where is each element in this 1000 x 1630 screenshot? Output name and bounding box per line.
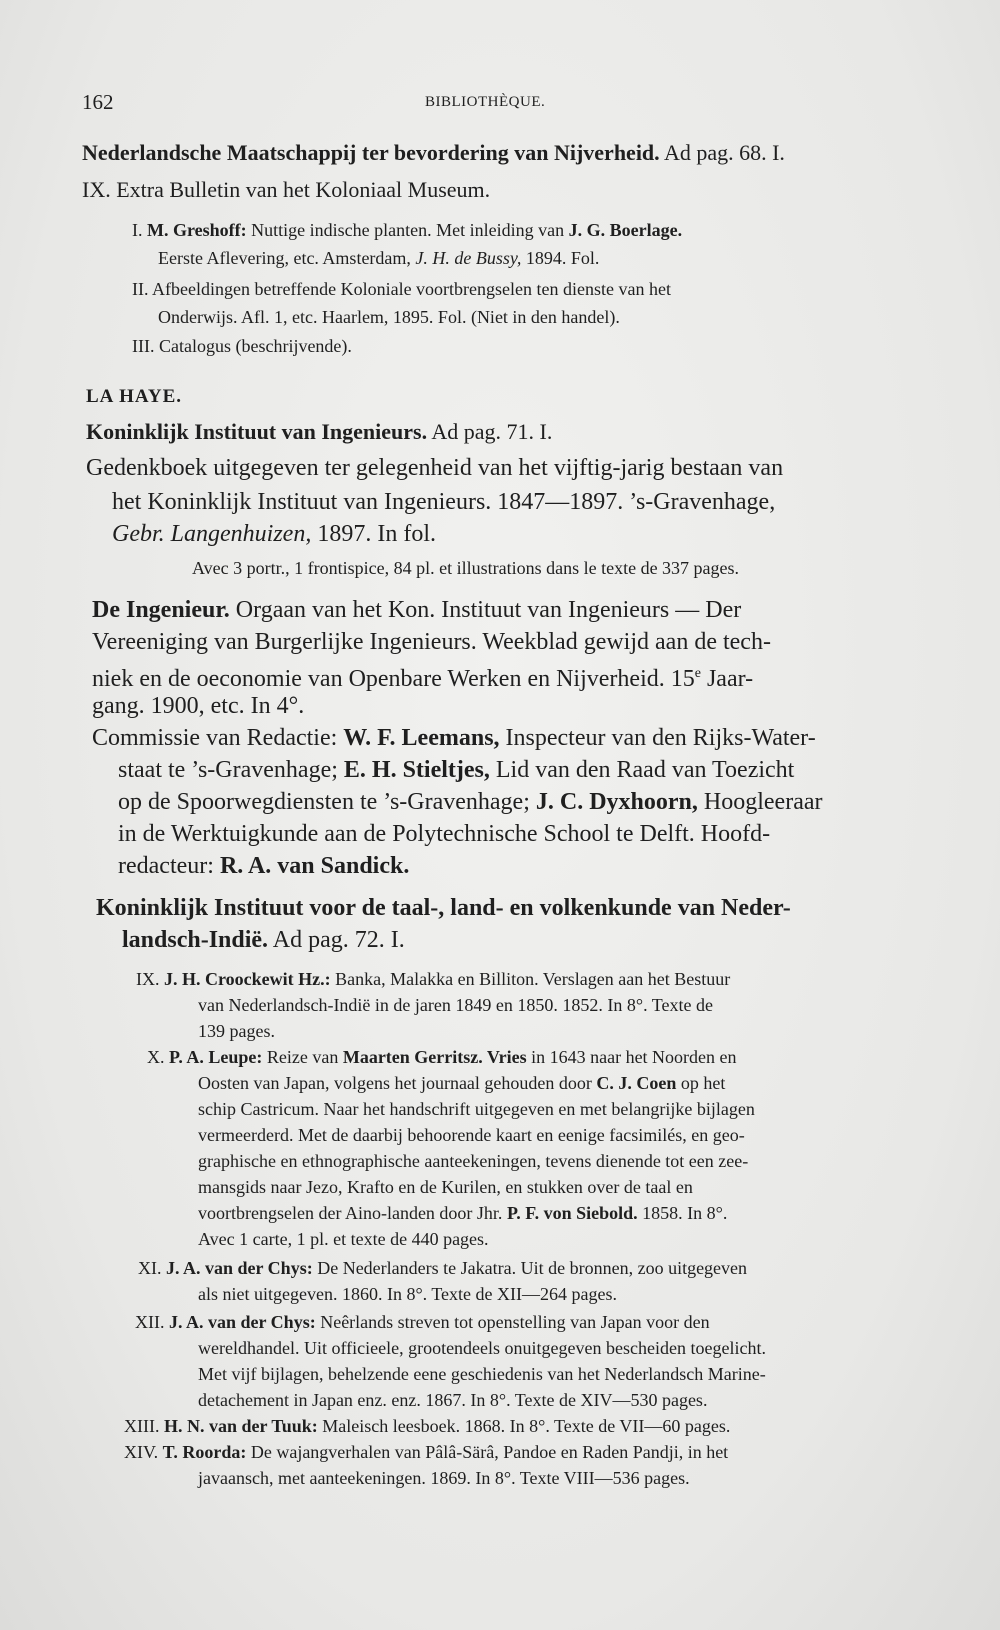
person-name: W. F. Leemans,: [343, 725, 500, 751]
sec3-line5: [92, 722, 816, 754]
publisher: Gebr. Langenhuizen,: [112, 521, 312, 547]
entry-text: Lid van den Raad van Toezicht: [489, 757, 795, 783]
journal-title: De Ingenieur.: [92, 597, 230, 623]
item-number: XII.: [135, 1312, 165, 1332]
sec2-line3: [112, 518, 436, 550]
sec1-item-ii-line2: Onderwijs. Afl. 1, etc. Haarlem, 1895. Fol. (Niet in den handel).: [158, 307, 620, 327]
item-number: IX.: [136, 969, 160, 989]
entry-text: voortbrengselen der Aino-landen door Jhr.: [198, 1203, 507, 1223]
entry-text: Inspecteur van den Rijks-Water-: [499, 725, 816, 751]
org-name: landsch-Indië.: [122, 927, 269, 953]
sec4-heading-line1: [96, 892, 791, 924]
entry-text: niek en de oeconomie van Openbare Werken en Nijverheid. 15: [92, 666, 695, 692]
entry-text: Commissie van Redactie:: [92, 725, 344, 751]
entry-text: De Nederlanders te Jakatra. Uit de bronnen, zoo uitgegeven: [312, 1258, 748, 1278]
page-ref: Ad pag. 68. I.: [659, 140, 785, 165]
author: J. H. Croockewit Hz.:: [164, 969, 331, 989]
sec4-heading-line2: [122, 924, 405, 956]
person-name: P. F. von Siebold.: [506, 1203, 638, 1223]
sec4-item-x-line1: [147, 1044, 737, 1070]
sec4-item-xi-line2: als niet uitgegeven. 1860. In 8°. Texte de XII—264 pages.: [198, 1284, 618, 1304]
person-name: E. H. Stieltjes,: [343, 757, 490, 783]
sec4-item-x-line6: mansgids naar Jezo, Krafto en de Kurilen, en stukken over de taal en: [198, 1177, 693, 1197]
sec3-line1: [92, 594, 741, 626]
entry-text: Hoogleeraar: [697, 789, 823, 815]
sec1-subtitle: IX. Extra Bulletin van het Koloniaal Museum.: [82, 177, 491, 202]
author: J. G. Boerlage.: [568, 220, 683, 240]
sec4-item-x-line3: schip Castricum. Naar het handschrift uitgegeven en met belangrijke bijlagen: [198, 1099, 755, 1119]
publisher: J. H. de Bussy,: [415, 248, 522, 268]
sec3-line2: Vereeniging van Burgerlijke Ingenieurs. Weekblad gewijd aan de tech-: [92, 629, 771, 655]
sec4-item-xii-line2: wereldhandel. Uit officieele, grootendeels onuitgegeven bescheiden toegelicht.: [198, 1338, 766, 1358]
org-name: Koninklijk Instituut van Ingenieurs.: [86, 419, 428, 444]
person-name: Maarten Gerritsz. Vries: [342, 1047, 527, 1067]
entry-text: Orgaan van het Kon. Instituut van Ingenieurs — Der: [229, 597, 742, 623]
page-number: 162: [82, 90, 114, 114]
sec2-line1: Gedenkboek uitgegeven ter gelegenheid van het vijftig-jarig bestaan van: [86, 455, 784, 481]
sec3-line6: [118, 754, 794, 786]
person-name: J. C. Dyxhoorn,: [535, 789, 698, 815]
author: J. A. van der Chys:: [169, 1312, 316, 1332]
page-ref: Ad pag. 72. I.: [268, 927, 405, 953]
entry-text: Maleisch leesboek. 1868. In 8°. Texte de VII—60 pages.: [317, 1416, 731, 1436]
author: M. Greshoff:: [147, 220, 247, 240]
author: T. Roorda:: [162, 1442, 247, 1462]
person-name: R. A. van Sandick.: [219, 853, 410, 879]
sec3-line9: [118, 850, 409, 882]
author: P. A. Leupe:: [169, 1047, 263, 1067]
sec4-item-xiv-line2: javaansch, met aanteekeningen. 1869. In 8°. Texte VIII—536 pages.: [198, 1468, 690, 1488]
sec2-line2: het Koninklijk Instituut van Ingenieurs. 1847—1897. ’s-Gravenhage,: [112, 489, 776, 515]
sec1-item-iii: III. Catalogus (beschrijvende).: [132, 336, 352, 356]
sec4-item-xii-line3: Met vijf bijlagen, behelzende eene geschiedenis van het Nederlandsch Marine-: [198, 1364, 766, 1384]
sec4-item-x-line5: graphische en ethnographische aanteekeningen, tevens dienende tot een zee-: [198, 1151, 749, 1171]
sec4-item-x-line4: vermeerderd. Met de daarbij behoorende kaart en eenige facsimilés, en geo-: [198, 1125, 745, 1145]
sec4-item-xi-line1: [138, 1255, 747, 1281]
sec3-line4: gang. 1900, etc. In 4°.: [92, 693, 305, 719]
sec4-item-ix-line2: van Nederlandsch-Indië in de jaren 1849 en 1850. 1852. In 8°. Texte de: [198, 995, 713, 1015]
page-ref: Ad pag. 71. I.: [427, 419, 553, 444]
person-name: C. J. Coen: [596, 1073, 677, 1093]
city-heading: LA HAYE.: [86, 386, 182, 407]
sec2-line4: Avec 3 portr., 1 frontispice, 84 pl. et illustrations dans le texte de 337 pages.: [192, 558, 740, 578]
sec4-item-x-line7: [198, 1200, 727, 1226]
sec4-item-xii-line1: [135, 1309, 710, 1335]
entry-text: Oosten van Japan, volgens het journaal gehouden door: [198, 1073, 597, 1093]
entry-text: 1858. In 8°.: [637, 1203, 728, 1223]
sec2-heading: [86, 416, 552, 447]
sec4-item-ix-line3: 139 pages.: [198, 1021, 275, 1041]
entry-text: Nuttige indische planten. Met inleiding van: [246, 220, 569, 240]
sec4-item-x-line8: Avec 1 carte, 1 pl. et texte de 440 pages.: [198, 1229, 489, 1249]
author: J. A. van der Chys:: [166, 1258, 313, 1278]
item-number: XIV.: [124, 1442, 159, 1462]
sec1-item-i-line1: [132, 217, 682, 243]
entry-text: Neêrlands streven tot openstelling van Japan voor den: [315, 1312, 710, 1332]
entry-text: 1897. In fol.: [311, 521, 436, 547]
superscript: e: [694, 666, 701, 681]
entry-text: op het: [676, 1073, 726, 1093]
item-number: XI.: [138, 1258, 162, 1278]
org-name: Nederlandsche Maatschappij ter bevordering van Nijverheid.: [82, 140, 660, 165]
entry-text: Banka, Malakka en Billiton. Verslagen aan het Bestuur: [330, 969, 731, 989]
entry-text: Reize van: [262, 1047, 343, 1067]
entry-text: 1894. Fol.: [521, 248, 600, 268]
item-number: I.: [132, 220, 143, 240]
entry-text: op de Spoorwegdiensten te ’s-Gravenhage;: [118, 789, 536, 815]
item-number: XIII.: [124, 1416, 160, 1436]
entry-text: redacteur:: [118, 853, 220, 879]
item-number: X.: [147, 1047, 165, 1067]
sec3-line7: [118, 786, 823, 818]
running-title: BIBLIOTHÈQUE.: [425, 94, 546, 110]
entry-text: De wajangverhalen van Pâlâ-Särâ, Pandoe en Raden Pandji, in het: [246, 1442, 729, 1462]
sec1-item-ii-line1: II. Afbeeldingen betreffende Koloniale voortbrengselen ten dienste van het: [132, 279, 671, 299]
sec3-line8: in de Werktuigkunde aan de Polytechnische School te Delft. Hoofd-: [118, 821, 771, 847]
sec4-item-xii-line4: detachement in Japan enz. enz. 1867. In 8°. Texte de XIV—530 pages.: [198, 1390, 708, 1410]
entry-text: staat te ’s-Gravenhage;: [118, 757, 344, 783]
sec1-item-i-line2: [158, 245, 599, 271]
entry-text: Eerste Aflevering, etc. Amsterdam,: [158, 248, 416, 268]
entry-text: Jaar-: [700, 666, 754, 692]
entry-text: in 1643 naar het Noorden en: [526, 1047, 737, 1067]
sec4-item-xiv-line1: [124, 1439, 728, 1465]
sec1-heading: [82, 137, 785, 168]
sec4-item-x-line2: [198, 1070, 725, 1096]
author: H. N. van der Tuuk:: [163, 1416, 318, 1436]
org-name: Koninklijk Instituut voor de taal-, land- en volkenkunde van Neder-: [96, 895, 791, 921]
sec4-item-ix-line1: [136, 966, 730, 992]
sec4-item-xiii-line1: [124, 1413, 730, 1439]
